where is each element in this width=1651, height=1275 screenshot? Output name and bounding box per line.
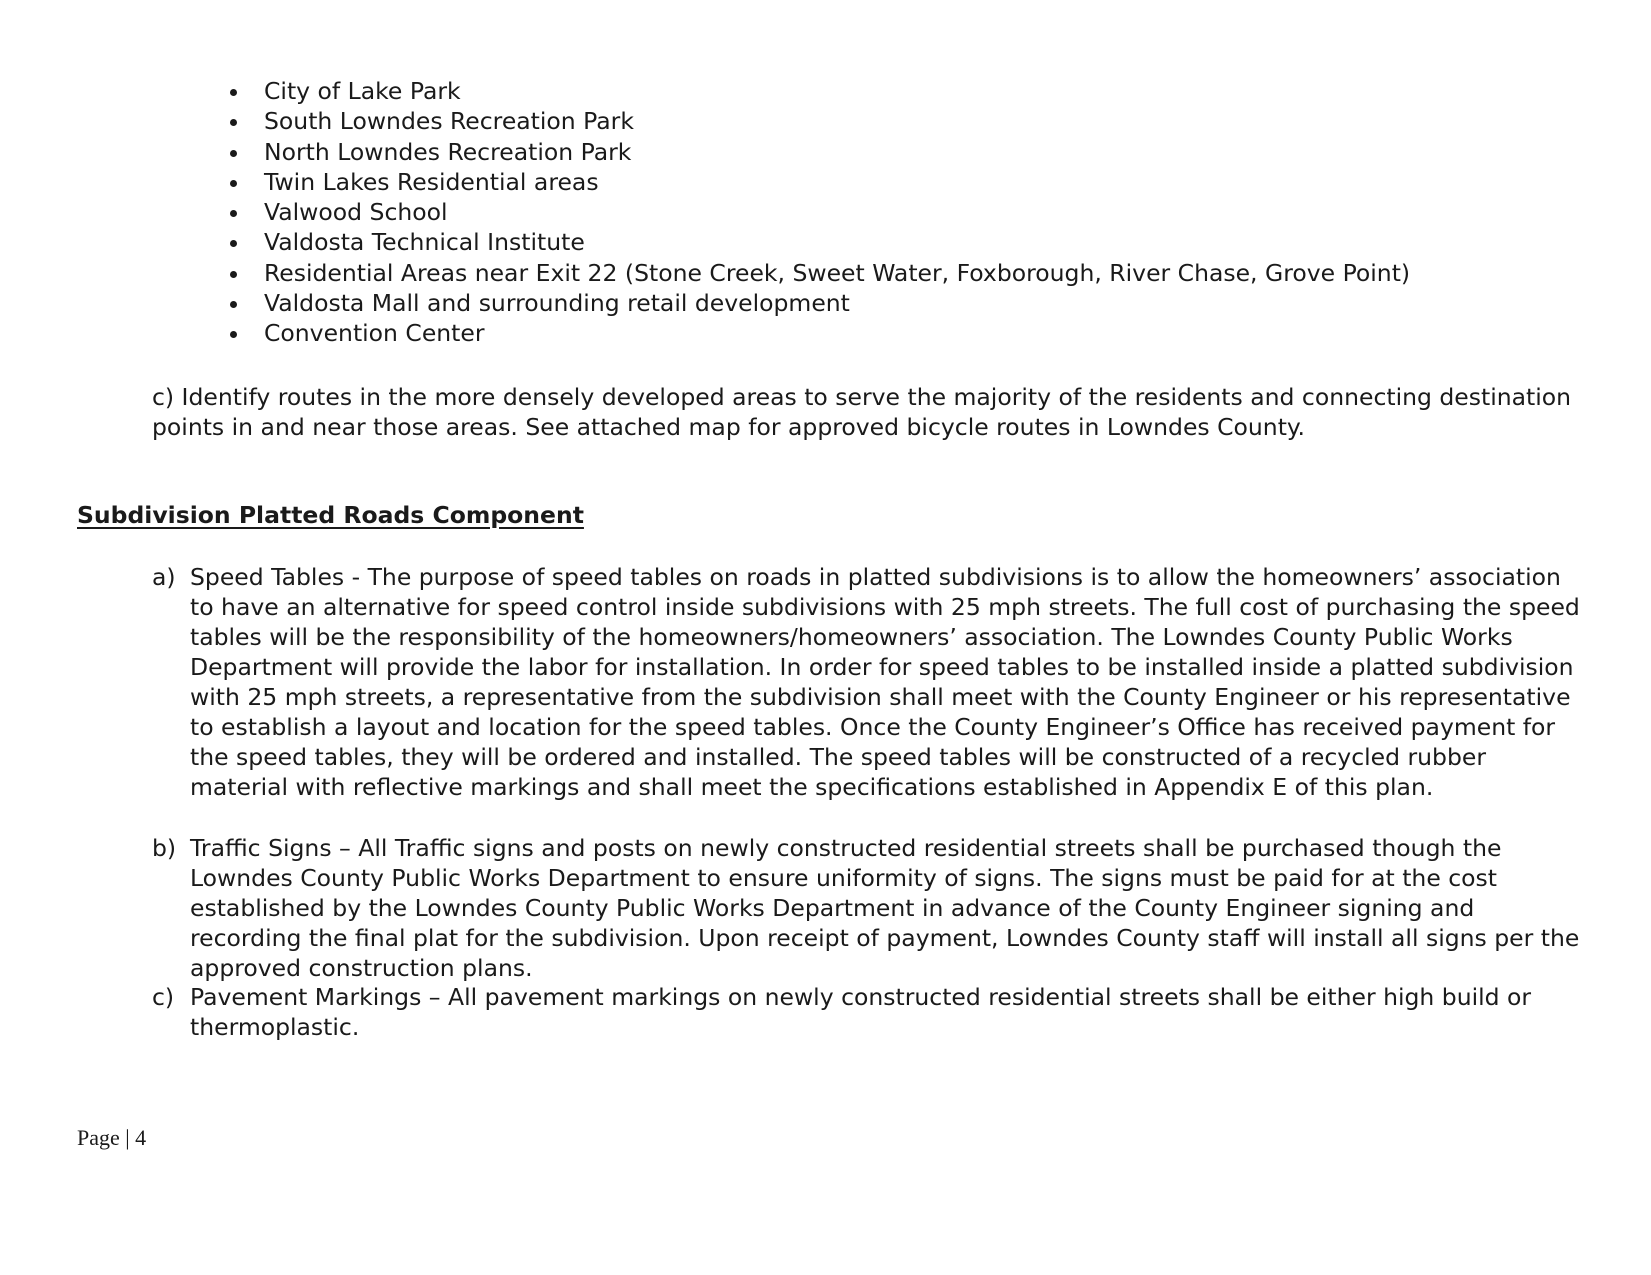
bullet-icon (230, 331, 237, 338)
item-text: Pavement Markings – All pavement markings on newly constructed residential streets shall be either high build or thermoplastic. (190, 983, 1532, 1041)
speed-tables-item (152, 562, 1582, 802)
bullet-icon (230, 89, 237, 96)
bullet-icon (230, 119, 237, 126)
list-item (228, 258, 1410, 288)
list-item-text: North Lowndes Recreation Park (264, 137, 632, 166)
item-text: Traffic Signs – All Traffic signs and posts on newly constructed residential streets shall be purchased though the Lowndes County Public Works Department to ensure uniformity of signs. The signs must be paid for at the cost established by the Lowndes County Public Works Department in advance of the County Engineer signing and recording the final plat for the subdivision. Upon receipt of payment, Lowndes County staff will install all signs per the approved construction plans. (190, 834, 1580, 982)
list-item-text: Valdosta Mall and surrounding retail development (264, 289, 850, 318)
list-item (228, 137, 1410, 167)
section-heading: Subdivision Platted Roads Component (77, 501, 584, 529)
bullet-icon (230, 150, 237, 157)
bullet-icon (230, 240, 237, 247)
bullet-icon (230, 180, 237, 187)
list-item (228, 318, 1410, 348)
traffic-signs-item (152, 833, 1582, 983)
list-item-text: Convention Center (264, 319, 485, 348)
list-item-text: Residential Areas near Exit 22 (Stone Creek, Sweet Water, Foxborough, River Chase, Grove Point) (264, 258, 1411, 287)
item-text: Speed Tables - The purpose of speed tables on roads in platted subdivisions is to allow the homeowners’ association to have an alternative for speed control inside subdivisions with 25 mph streets. The full cost of purchasing the speed tables will be the responsibility of the homeowners/homeowners’ association. The Lowndes County Public Works Department will provide the labor for installation. In order for speed tables to be installed inside a platted subdivision with 25 mph streets, a representative from the subdivision shall meet with the County Engineer or his representative to establish a layout and location for the speed tables. Once the County Engineer’s Office has received payment for the speed tables, they will be ordered and installed. The speed tables will be constructed of a recycled rubber material with reflective markings and shall meet the specifications established in Appendix E of this plan. (190, 563, 1580, 801)
list-item-text: Valdosta Technical Institute (264, 228, 585, 257)
page-number: Page | 4 (77, 1125, 147, 1150)
item-marker: b) (152, 834, 177, 862)
list-item-text: City of Lake Park (264, 77, 461, 105)
routes-paragraph: c) Identify routes in the more densely developed areas to serve the majority of the residents and connecting destination points in and near those areas. See attached map for approved bicycle routes in Lowndes County. (152, 383, 1572, 441)
list-item-text: South Lowndes Recreation Park (264, 107, 634, 136)
list-item (228, 167, 1410, 197)
item-marker: c) (152, 983, 175, 1011)
item-marker: a) (152, 563, 176, 591)
pavement-markings-item (152, 982, 1582, 1042)
list-item (228, 227, 1410, 257)
destination-list (228, 76, 1410, 349)
list-item (228, 76, 1410, 106)
list-item (228, 197, 1410, 227)
bullet-icon (230, 210, 237, 217)
list-item-text: Valwood School (264, 198, 448, 227)
list-item (228, 288, 1410, 318)
list-item (228, 106, 1410, 136)
bullet-icon (230, 271, 237, 278)
list-item-text: Twin Lakes Residential areas (264, 167, 599, 196)
bullet-icon (230, 301, 237, 308)
